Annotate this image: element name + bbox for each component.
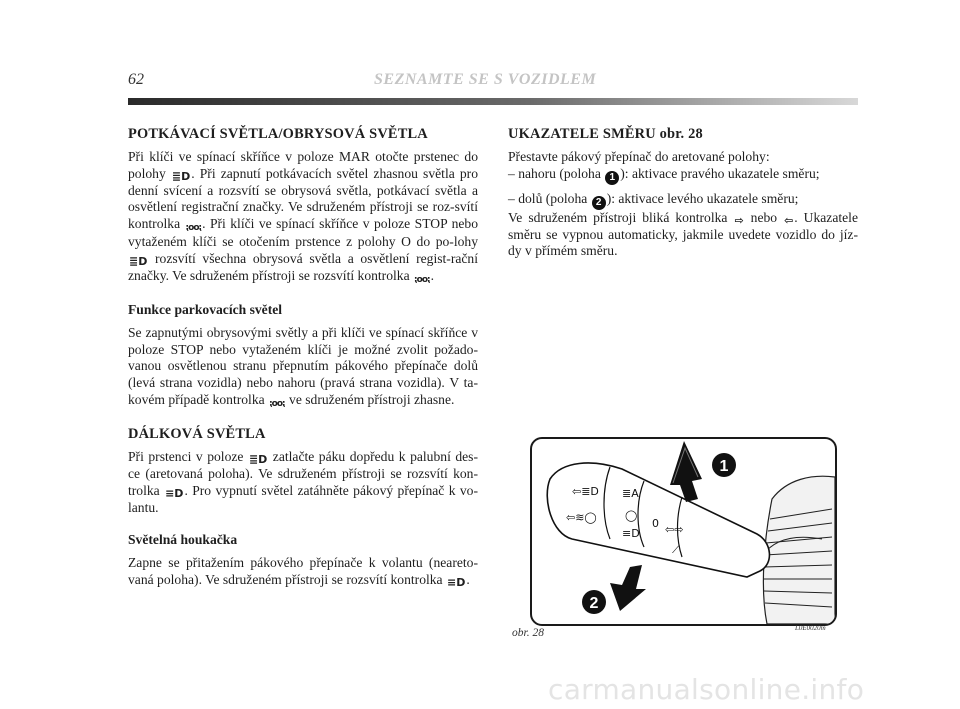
svg-text:⟋: ⟋	[672, 543, 680, 556]
parking-lights-icon: ⁏oo⁏	[414, 274, 430, 285]
parking-lights-icon: ⁏oo⁏	[269, 398, 285, 409]
svg-text:◯: ◯	[625, 509, 638, 522]
header-rule	[128, 98, 858, 105]
section-title-flash: Světelná houkačka	[128, 532, 238, 548]
arrow-left-icon: ⇦	[784, 213, 794, 227]
paragraph-flash: Zapne se přitažením pákového přepínače k volantu (neareto-vaná poloha). Ve sdruženém přístroji se rozsvítí kontrolka ≡D.	[128, 555, 478, 589]
figure-label-1: 1	[719, 458, 729, 475]
section-title-indicators: UKAZATELE SMĚRU obr. 28	[508, 126, 703, 142]
high-beam-icon: ≡D	[165, 486, 184, 500]
paragraph-indicators: Ve sdruženém přístroji bliká kontrolka ⇨ nebo ⇦. Ukazatele směru se vypnou automaticky, jakmile uvedete vozidlo do jíz-dy v přímém směru.	[508, 209, 858, 259]
figure-code: L0E0020m	[795, 624, 826, 632]
line-position-up: – nahoru (poloha 1 ): aktivace pravého ukazatele směru;	[508, 165, 820, 183]
position-2-icon: 2	[592, 196, 606, 210]
watermark: carmanualsonline.info	[548, 673, 865, 706]
high-beam-icon: ≡D	[447, 575, 466, 589]
figure-caption: obr. 28	[512, 627, 544, 639]
position-1-icon: 1	[605, 171, 619, 185]
parking-lights-icon: ⁏oo⁏	[185, 223, 202, 234]
running-head: SEZNAMTE SE S VOZIDLEM	[374, 71, 597, 88]
svg-text:≣A: ≣A	[622, 487, 639, 500]
svg-text:⇦⇨: ⇦⇨	[665, 523, 684, 536]
section-title-parking-lights: Funkce parkovacích světel	[128, 301, 283, 317]
low-beam-icon: ≣D	[248, 452, 268, 466]
left-column	[128, 126, 478, 605]
page-number: 62	[128, 71, 144, 88]
svg-text:⇦≋◯: ⇦≋◯	[566, 511, 597, 524]
stalk-illustration	[532, 439, 835, 624]
line-position-down: – dolů (poloha 2 ): aktivace levého ukazatele směru;	[508, 190, 799, 208]
low-beam-icon: ≣D	[129, 254, 148, 268]
svg-text:⇦≣D: ⇦≣D	[572, 485, 599, 498]
section-title-high-beam: DÁLKOVÁ SVĚTLA	[128, 425, 266, 442]
svg-text:≡D: ≡D	[622, 527, 640, 540]
line-instruction: Přestavte pákový přepínač do aretované polohy:	[508, 148, 770, 164]
paragraph-high-beam: Při prstenci v poloze ≣D zatlačte páku dopředu k palubní des-ce (aretovaná poloha). Ve sdruženém přístroji se rozsvítí kon-trolka ≡D. Pro vypnutí světel zatáhněte pákový přepínač k vo-lantu.	[128, 448, 479, 515]
paragraph-parking-lights: Se zapnutými obrysovými světly a při klíči ve spínací skříňce v poloze STOP nebo vytaženém klíči je možné zvolit požado-vanou osvětlenou stranu přepnutím pákového přepínače dolů (levá strana vozidla) nebo nahoru (pravá strana vozidla). V ta-kovém případě kontrolka ⁏oo⁏ ve sdruženém přístroji zhasne.	[128, 324, 478, 409]
arrow-right-icon: ⇨	[734, 213, 744, 227]
svg-text:0: 0	[652, 517, 659, 530]
figure-label-2: 2	[589, 595, 599, 612]
right-column	[508, 126, 858, 276]
section-title-low-beam: POTKÁVACÍ SVĚTLA/OBRYSOVÁ SVĚTLA	[128, 126, 428, 142]
figure-light-stalk	[530, 437, 837, 626]
low-beam-icon: ≣D	[171, 169, 191, 183]
paragraph-low-beam: Při klíči ve spínací skříňce v poloze MAR otočte prstenec do polohy ≣D. Při zapnutí potkávacích světel zhasnou světla pro denní svícení a rozsvítí se obrysová světla, potkávací světla a osvětlení registrační značky. Ve sdruženém přístroji se roz-svítí kontrolka ⁏oo⁏. Při klíči ve spínací skříňce v poloze STOP nebo vytaženém klíči se otočením prstence z polohy O do po-lohy ≣D rozsvítí všechna obrysová světla a osvětlení regist-rační značky. Ve sdruženém přístroji se rozsvítí kontrolka ⁏oo⁏.	[128, 148, 479, 285]
